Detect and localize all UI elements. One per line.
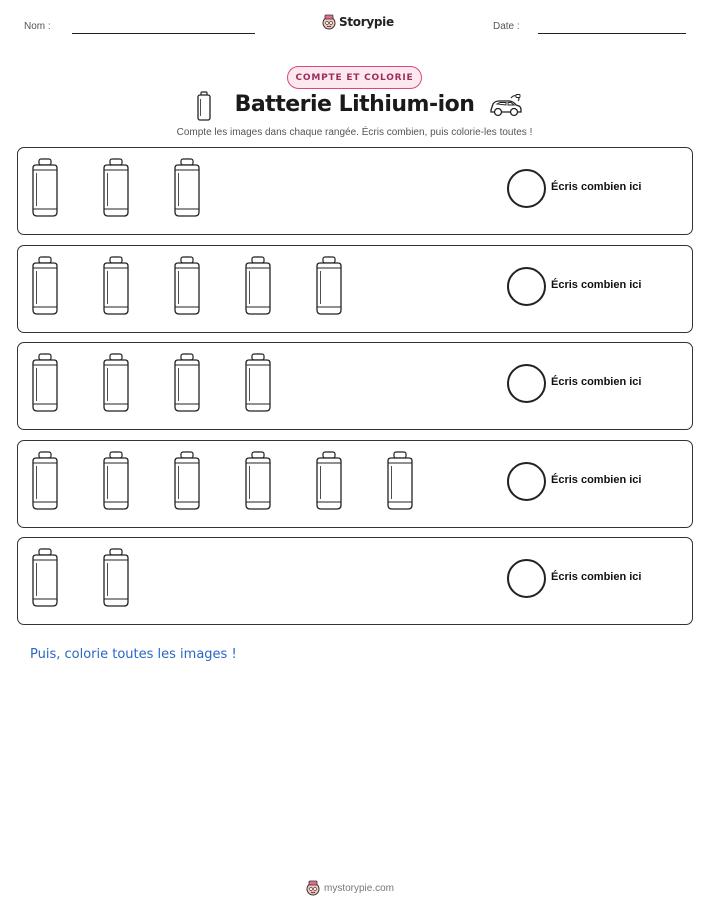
battery-icon — [244, 351, 272, 417]
count-row — [17, 440, 693, 528]
date-label: Date : — [493, 21, 520, 32]
footer-url: mystorypie.com — [324, 882, 395, 894]
battery-icon — [31, 546, 59, 612]
answer-circle[interactable] — [507, 169, 546, 208]
footer-brand — [306, 880, 394, 896]
answer-circle[interactable] — [507, 462, 546, 501]
date-line[interactable] — [538, 33, 686, 34]
instructions: Compte les images dans chaque rangée. Écris combien, puis colorie-les toutes ! — [176, 127, 533, 138]
battery-icon — [315, 449, 343, 515]
battery-icon — [173, 351, 201, 417]
answer-label: Écris combien ici — [551, 474, 642, 486]
battery-icon — [173, 156, 201, 222]
activity-badge — [287, 66, 422, 89]
brand-logo — [322, 14, 394, 30]
battery-icon — [31, 351, 59, 417]
count-row — [17, 342, 693, 430]
battery-icon — [102, 449, 130, 515]
answer-circle[interactable] — [507, 364, 546, 403]
page-title-wrap — [0, 92, 709, 117]
battery-icon — [102, 254, 130, 320]
answer-circle[interactable] — [507, 559, 546, 598]
battery-icon — [31, 156, 59, 222]
count-row — [17, 245, 693, 333]
answer-label: Écris combien ici — [551, 376, 642, 388]
page-title: Batterie Lithium-ion — [234, 92, 475, 117]
answer-label: Écris combien ici — [551, 279, 642, 291]
count-row — [17, 537, 693, 625]
electric-car-icon — [489, 94, 522, 118]
answer-label: Écris combien ici — [551, 571, 642, 583]
brand-name: Storypie — [339, 15, 394, 29]
battery-icon — [386, 449, 414, 515]
footer-instruction: Puis, colorie toutes les images ! — [30, 647, 237, 662]
name-line[interactable] — [72, 33, 255, 34]
battery-icon — [102, 351, 130, 417]
battery-icon — [173, 254, 201, 320]
battery-icon — [102, 546, 130, 612]
battery-icon — [173, 449, 201, 515]
storypie-mascot-icon — [322, 14, 336, 30]
answer-label: Écris combien ici — [551, 181, 642, 193]
count-row — [17, 147, 693, 235]
storypie-mascot-icon — [306, 880, 320, 896]
battery-icon — [31, 254, 59, 320]
name-label: Nom : — [24, 21, 51, 32]
badge-label: COMPTE ET COLORIE — [295, 72, 414, 83]
battery-icon — [244, 254, 272, 320]
battery-icon — [315, 254, 343, 320]
battery-icon — [244, 449, 272, 515]
answer-circle[interactable] — [507, 267, 546, 306]
battery-icon — [102, 156, 130, 222]
battery-icon — [31, 449, 59, 515]
